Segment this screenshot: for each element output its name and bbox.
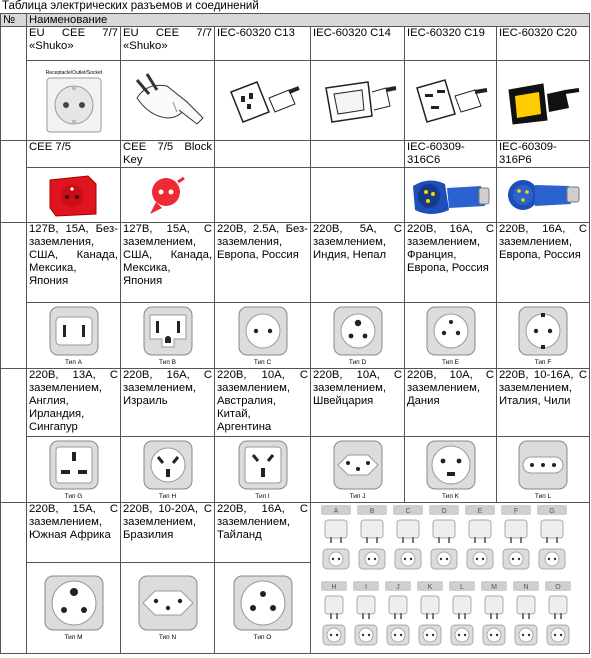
overview-letter-h: H [331,584,337,591]
overview-letter-d: D [441,508,447,515]
overview-letter-b: B [369,508,375,515]
iec-c14-image [311,61,405,141]
schuko-plug-image [121,61,215,141]
row2-c6-label: IEC-60309-316P6 [497,141,590,168]
overview-tile-e [465,505,495,569]
table-caption: Таблица электрических разъемов и соединений [2,0,259,12]
row4-c4-label: 220В, 10А, С заземлением, Швейцария [311,369,405,437]
type-g-label: Тип G [64,492,83,500]
iec-c13-image [215,61,311,141]
type-d-cell [311,303,405,369]
row1-c6-label: IEC-60320 C20 [497,27,590,61]
type-a-cell [27,303,121,369]
header-row [1,14,590,27]
row4-labels [1,369,590,437]
overview-letter-o: O [555,584,561,591]
row3-c5-label: 220В, 16А, С заземлением, Франция, Европа, Россия [405,223,497,303]
row2-number [1,141,27,223]
col-name-header: Наименование [27,14,590,27]
row1-c5-label: IEC-60320 C19 [405,27,497,61]
iec60309-plug-image [497,168,590,223]
iec-c19-image [405,61,497,141]
overview-tile-c [393,505,423,569]
overview-tile-h [321,581,347,645]
overview-letter-f: F [513,508,519,515]
row4-c3-label: 220В, 10А, С заземлением, Австралия, Китай, Аргентина [215,369,311,437]
type-c-cell [215,303,311,369]
iec60309-socket-image [405,168,497,223]
type-i-label: Тип I [255,492,270,500]
overview-tile-j [385,581,411,645]
row2-c1-label: CEE 7/5 [27,141,121,168]
overview-tile-m [481,581,507,645]
overview-tile-l [449,581,475,645]
overview-letter-m: M [491,584,497,591]
type-n-label: Тип N [158,633,177,641]
type-o-cell [215,562,311,653]
row2-c4-label [311,141,405,168]
type-f-cell [497,303,590,369]
overview-tile-a [321,505,351,569]
cee75-block-key-image [121,168,215,223]
overview-tile-d [429,505,459,569]
row3-number [1,223,27,369]
type-i-cell [215,437,311,503]
schuko-socket-image [27,61,121,141]
row2-labels [1,141,590,168]
row1-images [1,61,590,141]
row3-images [1,303,590,369]
type-d-label: Тип D [348,358,367,366]
row4-c2-label: 220В, 16А, С заземлением, Израиль [121,369,215,437]
row3-c2-label: 127В, 15А, С заземлением, США, Канада, Мексика, Япония [121,223,215,303]
row2-c3-label [215,141,311,168]
row3-c3-label: 220В, 2.5А, Без-заземления, Европа, Россия [215,223,311,303]
connectors-table [0,13,590,654]
overview-letter-k: K [427,584,433,591]
row1-labels [1,27,590,61]
row2-c4-image [311,168,405,223]
row1-number [1,27,27,141]
row4-c6-label: 220В, 10-16А, С заземлением, Италия, Чили [497,369,590,437]
row3-c4-label: 220В, 5А, С заземлением, Индия, Непал [311,223,405,303]
row2-c3-image [215,168,311,223]
type-k-cell [405,437,497,503]
overview-tile-o [545,581,571,645]
row1-c3-label: IEC-60320 C13 [215,27,311,61]
overview-tile-b [357,505,387,569]
row1-c4-label: IEC-60320 C14 [311,27,405,61]
row4-c1-label: 220В, 13А, С заземлением, Англия, Ирландия, Сингапур [27,369,121,437]
schuko-socket-caption: Receptacle/Outlet/Socket [45,69,102,76]
row5-c1-label: 220В, 15А, С заземлением, Южная Африка [27,503,121,563]
overview-tile-i [353,581,379,645]
iec-c20-image [497,61,590,141]
row5-number [1,503,27,654]
overview-letter-j: J [396,584,400,591]
row5-c3-label: 220В, 16А, С заземлением, Тайланд [215,503,311,563]
overview-letter-n: N [523,584,529,591]
type-j-cell [311,437,405,503]
row3-c1-label: 127В, 15А, Без-заземления, США, Канада, Мексика, Япония [27,223,121,303]
type-j-label: Тип J [349,492,366,500]
cee75-socket-image [27,168,121,223]
overview-letter-c: C [405,508,411,515]
row5-c2-label: 220В, 10-20А, С заземлением, Бразилия [121,503,215,563]
type-n-cell [121,562,215,653]
row4-number [1,369,27,503]
type-h-cell [121,437,215,503]
overview-letter-g: G [549,508,555,515]
overview-letter-e: E [477,508,483,515]
row5-labels [1,503,590,563]
row1-c2-label: EU CEE 7/7 «Shuko» [121,27,215,61]
type-b-label: Тип B [159,358,176,366]
row3-labels [1,223,590,303]
col-number-header: № [1,14,27,27]
plug-types-overview-image [311,503,590,654]
overview-letter-l: L [460,584,464,591]
type-l-label: Тип L [534,492,552,500]
overview-tile-k [417,581,443,645]
type-f-label: Тип F [534,358,552,366]
type-k-label: Тип K [442,492,459,500]
type-a-label: Тип A [65,358,82,366]
type-b-cell [121,303,215,369]
type-c-label: Тип C [253,358,272,366]
overview-letter-a: A [333,508,339,515]
row2-images [1,168,590,223]
row4-c5-label: 220В, 10А, С заземлением, Дания [405,369,497,437]
overview-tile-n [513,581,539,645]
type-e-label: Тип E [442,358,459,366]
type-m-cell [27,562,121,653]
overview-letter-i: I [365,584,368,591]
type-h-label: Тип H [158,492,177,500]
row1-c1-label: EU CEE 7/7 «Shuko» [27,27,121,61]
type-m-label: Тип M [64,633,83,641]
overview-tile-f [501,505,531,569]
type-g-cell [27,437,121,503]
row2-c5-label: IEC-60309-316C6 [405,141,497,168]
type-o-label: Тип O [253,633,272,641]
type-l-cell [497,437,590,503]
row3-c6-label: 220В, 16А, С заземлением, Европа, Россия [497,223,590,303]
type-e-cell [405,303,497,369]
row2-c2-label: CEE 7/5 Block Key [121,141,215,168]
row4-images [1,437,590,503]
overview-tile-g [537,505,567,569]
